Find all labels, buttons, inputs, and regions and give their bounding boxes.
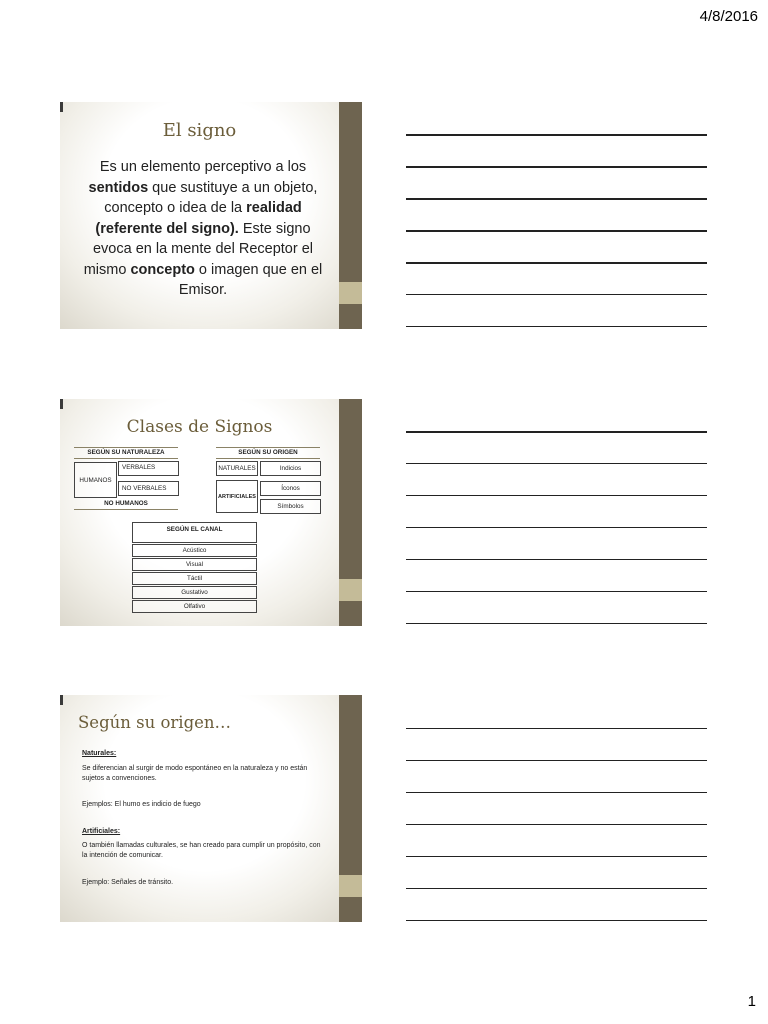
verbales-box: VERBALES [118, 461, 179, 476]
slide-1-body-run: Es un elemento perceptivo a los [99, 159, 307, 175]
artificiales-example: Ejemplo: Señales de tránsito. [82, 879, 174, 886]
note-line [406, 326, 707, 327]
note-line [406, 431, 707, 433]
slide-1-body-run: o imagen que en el Emisor. [178, 261, 323, 298]
slide-3-title: Según su origen… [78, 713, 232, 732]
note-line [406, 623, 707, 624]
naturales-example: Ejemplos: El humo es indicio de fuego [82, 801, 201, 808]
note-line [406, 294, 707, 295]
naturaleza-header: SEGÚN SU NATURALEZA [74, 447, 178, 459]
note-line [406, 262, 707, 264]
artificiales-text: O también llamadas culturales, se han creado para cumplir un propósito, con la intención de comunicar. [82, 842, 321, 859]
no-verbales-box: NO VERBALES [118, 481, 179, 496]
no-humanos-label: NO HUMANOS [74, 499, 178, 510]
naturales-text: Se diferencian al surgir de modo espontáneo en la naturaleza y no están sujetos a convenciones. [82, 765, 308, 782]
page-number: 1 [747, 993, 756, 1010]
slide-1-body-run: que sustituye a un objeto, concepto o idea de la [104, 179, 318, 216]
note-line [406, 888, 707, 889]
note-line [406, 166, 707, 168]
artificiales-box: ARTIFICIALES [216, 480, 258, 513]
slide-2-title: Clases de Signos [126, 417, 273, 437]
note-line [406, 760, 707, 761]
slide-3 [60, 695, 362, 922]
slide-accent-block [339, 875, 362, 897]
header-date: 4/8/2016 [699, 8, 758, 25]
note-line [406, 728, 707, 729]
canal-item: Acústico [132, 544, 257, 557]
note-line [406, 559, 707, 560]
canal-item: Olfativo [132, 600, 257, 613]
note-line [406, 230, 707, 232]
slide-accent-block [339, 579, 362, 601]
note-line [406, 527, 707, 528]
slide-1-body-run: concepto [130, 261, 195, 278]
canal-item: Táctil [132, 572, 257, 585]
canal-item: Visual [132, 558, 257, 571]
slide-1-body-run: realidad (referente del signo). [95, 200, 302, 237]
naturales-box: NATURALES [216, 461, 258, 476]
canal-item: Gustativo [132, 586, 257, 599]
slide-1-body-run: Este signo evoca en la mente del Receptor el mismo [83, 220, 314, 278]
iconos-box: Íconos [260, 481, 321, 496]
note-line [406, 463, 707, 464]
slide-1 [60, 102, 362, 329]
note-line [406, 591, 707, 592]
indicios-box: Indicios [260, 461, 321, 476]
note-line [406, 792, 707, 793]
note-line [406, 824, 707, 825]
note-line [406, 198, 707, 200]
slide-1-body [78, 157, 328, 301]
naturales-label: Naturales: [82, 750, 117, 757]
slide-2 [60, 399, 362, 626]
note-line [406, 856, 707, 857]
artificiales-label: Artificiales: [82, 828, 121, 835]
slide-1-body-run: sentidos [88, 179, 149, 196]
canal-header: SEGÚN EL CANAL [132, 522, 257, 543]
slide-accent-block [339, 282, 362, 304]
slide-1-title: El signo [162, 120, 237, 141]
simbolos-box: Símbolos [260, 499, 321, 514]
note-line [406, 134, 707, 136]
note-line [406, 920, 707, 921]
origen-header: SEGÚN SU ORIGEN [216, 447, 320, 459]
note-line [406, 495, 707, 496]
humanos-box: HUMANOS [74, 462, 117, 498]
